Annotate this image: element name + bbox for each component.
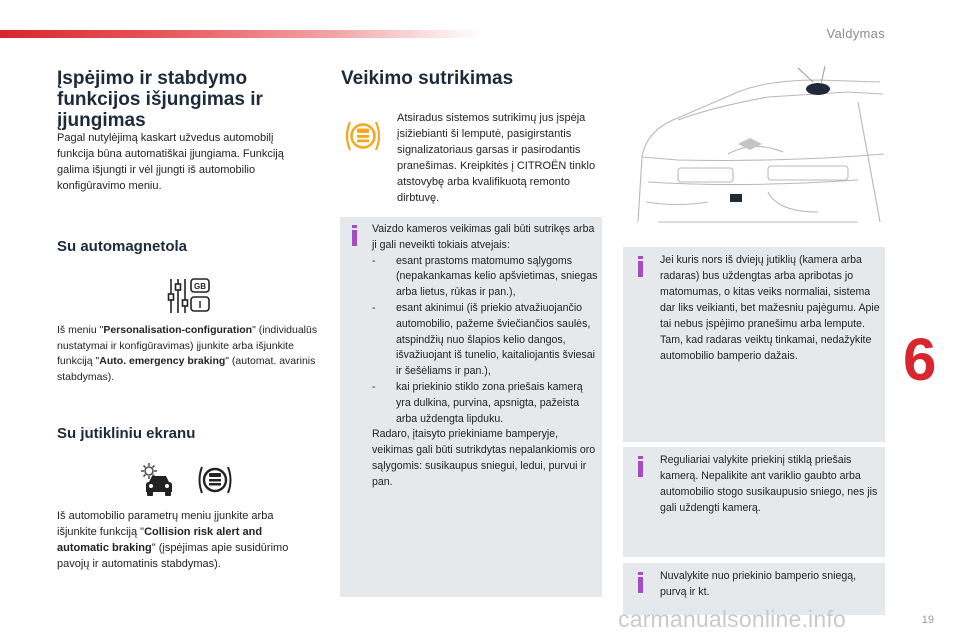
malfunction-text: Atsiradus sistemos sutrikimų jus įspėja įsižiebianti ši lemputė, pasigirstantis signalizatoriaus garsas ir pasirodantis pranešimas. Kreipkitės į CITROËN tinklo atstovybę arba kvalifikuotą remonto dirbtuvę.: [397, 112, 596, 204]
list-item: - esant prastoms matomumo sąlygoms (nepakankamas kelio apšvietimas, sniegas arba lietus, rūkas ir pan.),: [372, 254, 600, 301]
header-accent-bar: [0, 30, 480, 38]
info-icon: [638, 461, 643, 477]
badge-gb: GB: [194, 282, 206, 291]
info-icon: [638, 261, 643, 277]
page-number: 19: [921, 614, 934, 626]
camera-info-text: [372, 222, 600, 491]
camera-conditions-list: [372, 254, 600, 428]
left-intro: Pagal nutylėjimą kaskart užvedus automobilį funkcija būna automatiškai įjungiama. Funkciją galima išjungti ir vėl įjungti iš automobilio konfigūravimo meniu.: [57, 132, 284, 192]
info-icon: [638, 577, 643, 593]
info-icon: [352, 230, 357, 246]
collision-brake-icon: [196, 462, 234, 498]
sensors-info-text: Jei kuris nors iš dviejų jutiklių (kamera arba radaras) bus uždengtas arba apribotas jo matomumas, o kitas veiks normaliai, sistema dar liks veikianti, bet mažesniu pajėgumu. Apie tai nebus įspėjimo pranešimu arba lempute. Tam, kad radaras veiktų tinkamai, nedažykite automobilio bamperio dažais.: [660, 254, 880, 362]
settings-sliders-icon: [167, 276, 212, 316]
camera-info-intro: Vaizdo kameros veikimas gali būti sutrikęs arba ji gali neveikti tokiais atvejais:: [372, 223, 595, 251]
bumper-info-text: Nuvalykite nuo priekinio bamperio sniegą, purvą ir kt.: [660, 570, 857, 598]
left-title: Įspėjimo ir stabdymo funkcijos išjungimas ir įjungimas: [57, 68, 263, 131]
autoradio-text: Iš meniu "Personalisation-configuration" (individualūs nustatymai ir konfigūravimas) įjunkite arba išjunkite funkciją "Auto. emergency braking" (automat. avarinis stabdymas).: [57, 324, 318, 383]
list-item: - kai priekinio stiklo zona priešais kamerą yra dulkina, purvina, apsnigta, pažeista arba uždengta lipduku.: [372, 380, 600, 427]
radar-text: Radaro, įtaisyto priekiniame bamperyje, veikimas gali būti sutrikdytas nepalankiomis oro sąlygomis: susikaupus sniegui, ledui, purvui ir pan.: [372, 428, 596, 488]
vehicle-front-illustration: [618, 62, 888, 237]
section-label: Valdymas: [826, 26, 885, 41]
brake-warning-icon: [343, 118, 383, 154]
middle-title: Veikimo sutrikimas: [341, 68, 514, 89]
list-item: - esant akinimui (iš priekio atvažiuojančio automobilio, pažeme šviečiančios saulės, atspindžių nuo šlapios kelio dangos, išvažiuojant iš tunelio, kaitaliojantis šviesai ir šešėliams ir pan.),: [372, 301, 600, 380]
touchscreen-title: Su jutikliniu ekranu: [57, 425, 196, 442]
autoradio-title: Su automagnetola: [57, 238, 188, 255]
windscreen-info-text: Reguliariai valykite priekinį stiklą priešais kamerą. Nepalikite ant variklio gaubto arba automobilio stogo susikaupusio sniego, nes jis gali uždengti kamerą.: [660, 454, 878, 514]
badge-i: I: [198, 300, 202, 311]
watermark: carmanualsonline.info: [618, 606, 846, 632]
touchscreen-text: Iš automobilio parametrų meniu įjunkite arba išjunkite funkciją "Collision risk alert and automatic braking" (įspėjimas apie susidūrimo pavojų ir automatinis stabdymas).: [57, 510, 289, 570]
chapter-number: 6: [903, 326, 937, 393]
car-settings-icon: [139, 462, 177, 498]
